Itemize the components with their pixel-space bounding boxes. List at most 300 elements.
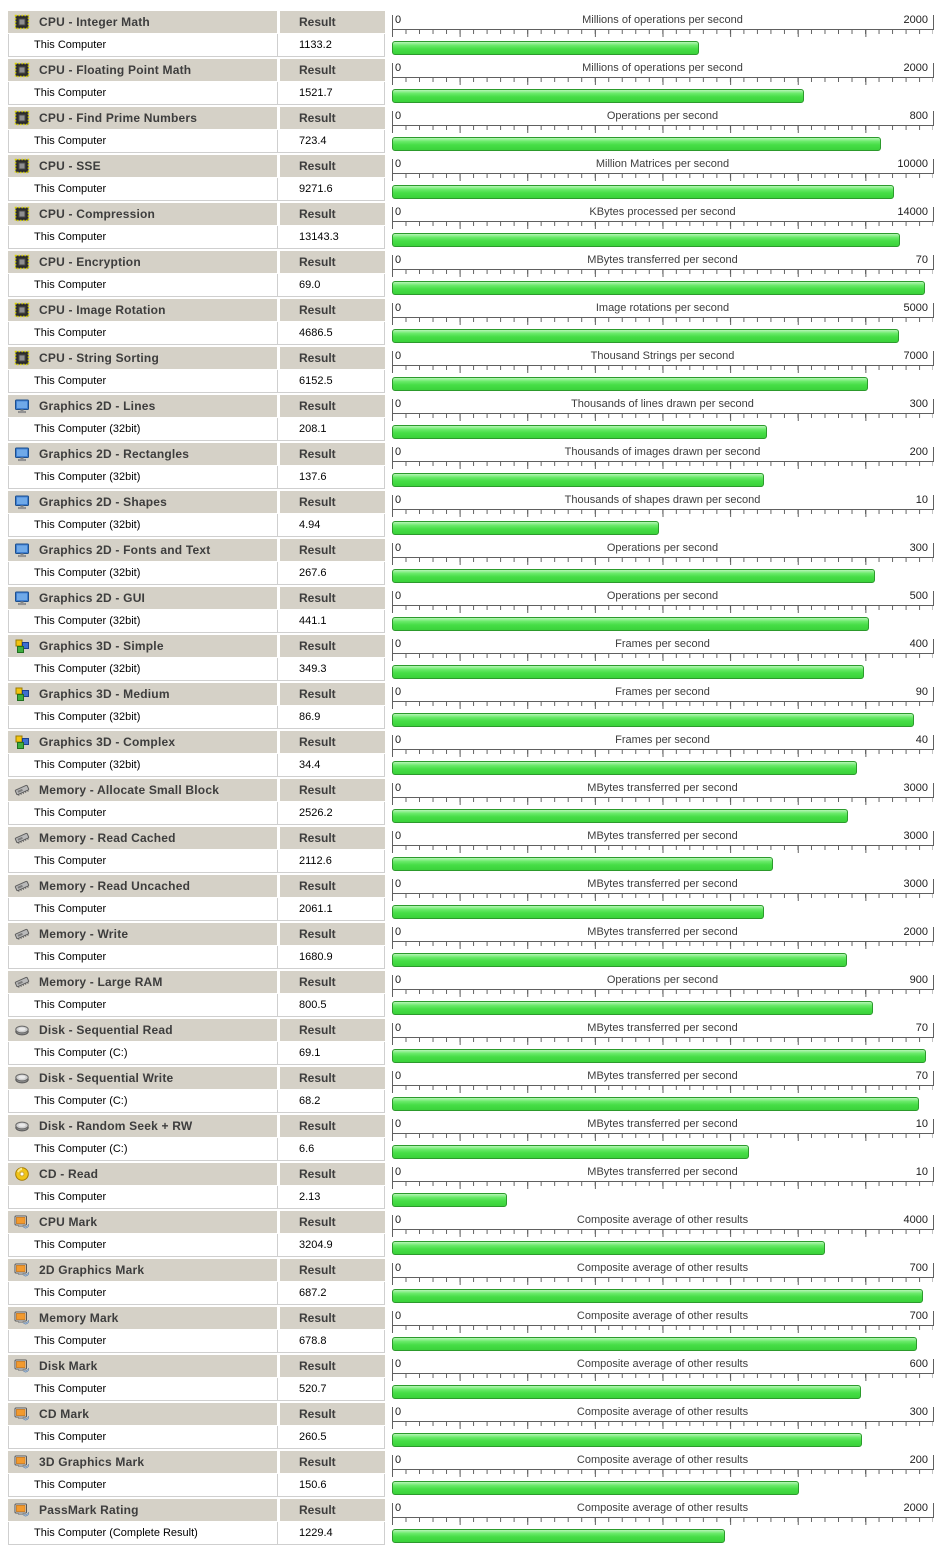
axis-ruler-right-tick <box>933 495 934 510</box>
machine-label: This Computer <box>8 1378 278 1401</box>
benchmark-block <box>8 346 948 394</box>
result-bar[interactable] <box>392 809 848 823</box>
cpu-chip-icon <box>14 158 30 174</box>
test-header[interactable] <box>8 1115 277 1137</box>
axis-ruler-ticks <box>392 29 933 37</box>
memory-chip-icon <box>14 974 30 990</box>
test-name: 2D Graphics Mark <box>39 1263 145 1277</box>
axis-ruler-ticks <box>392 221 933 229</box>
test-header[interactable] <box>8 299 277 321</box>
axis-max-label: 3000 <box>903 782 928 794</box>
benchmark-block <box>8 682 948 730</box>
result-bar[interactable] <box>392 281 925 295</box>
axis-unit-label: Thousands of shapes drawn per second <box>564 494 761 506</box>
axis-unit-label: MBytes transferred per second <box>587 830 738 842</box>
computer-mark-icon <box>14 1310 30 1326</box>
benchmark-block <box>8 1162 948 1210</box>
axis-ruler-left-tick <box>392 207 393 222</box>
test-header[interactable] <box>8 251 277 273</box>
axis-ruler-right-tick <box>933 255 934 270</box>
result-value: 441.1 <box>278 610 385 633</box>
axis-max-label: 300 <box>909 542 928 554</box>
result-value: 150.6 <box>278 1474 385 1497</box>
result-bar[interactable] <box>392 1145 749 1159</box>
axis-max-label: 600 <box>909 1358 928 1370</box>
axis-ruler-right-tick <box>933 1359 934 1374</box>
result-value: 2.13 <box>278 1186 385 1209</box>
result-value: 137.6 <box>278 466 385 489</box>
axis-ruler-left-tick <box>392 303 393 318</box>
axis-min-label: 0 <box>395 1454 402 1466</box>
axis-min-label: 0 <box>395 590 402 602</box>
axis-ruler-ticks <box>392 77 933 85</box>
axis-ruler-right-tick <box>933 975 934 990</box>
result-value: 1521.7 <box>278 82 385 105</box>
benchmark-block <box>8 922 948 970</box>
axis-ruler-ticks <box>392 1373 933 1381</box>
result-column-header: Result <box>280 1499 385 1521</box>
result-bar[interactable] <box>392 857 773 871</box>
cpu-chip-icon <box>14 14 30 30</box>
result-value: 349.3 <box>278 658 385 681</box>
result-value: 34.4 <box>278 754 385 777</box>
axis-min-label: 0 <box>395 830 402 842</box>
result-value: 69.1 <box>278 1042 385 1065</box>
axis-unit-label: MBytes transferred per second <box>587 254 738 266</box>
result-column-header: Result <box>280 1307 385 1329</box>
result-bar[interactable] <box>392 89 804 103</box>
test-header[interactable] <box>8 827 277 849</box>
machine-label: This Computer (32bit) <box>8 466 278 489</box>
axis-ruler-ticks <box>392 461 933 469</box>
axis-ruler-left-tick <box>392 1503 393 1518</box>
test-header[interactable] <box>8 1307 277 1329</box>
test-name: 3D Graphics Mark <box>39 1455 145 1469</box>
result-bar[interactable] <box>392 1481 799 1495</box>
axis-unit-label: Operations per second <box>606 542 719 554</box>
axis-min-label: 0 <box>395 446 402 458</box>
benchmark-block <box>8 10 948 58</box>
axis-max-label: 10 <box>915 1166 928 1178</box>
axis-ruler-left-tick <box>392 495 393 510</box>
machine-label: This Computer (32bit) <box>8 754 278 777</box>
test-name: CPU - Compression <box>39 207 156 221</box>
axis-min-label: 0 <box>395 1406 402 1418</box>
axis-ruler-right-tick <box>933 207 934 222</box>
axis-ruler-right-tick <box>933 1167 934 1182</box>
benchmark-block <box>8 1402 948 1450</box>
result-column-header: Result <box>280 1067 385 1089</box>
axis-max-label: 300 <box>909 398 928 410</box>
result-bar[interactable] <box>392 1337 917 1351</box>
test-name: Graphics 2D - Shapes <box>39 495 168 509</box>
test-name: CPU - Encryption <box>39 255 141 269</box>
result-column-header: Result <box>280 59 385 81</box>
axis-max-label: 3000 <box>903 878 928 890</box>
machine-label: This Computer (Complete Result) <box>8 1522 278 1545</box>
axis-ruler-right-tick <box>933 159 934 174</box>
result-bar[interactable] <box>392 1001 873 1015</box>
result-bar[interactable] <box>392 329 899 343</box>
result-value: 1133.2 <box>278 34 385 57</box>
machine-label: This Computer (32bit) <box>8 418 278 441</box>
result-bar[interactable] <box>392 137 881 151</box>
test-name: Graphics 3D - Simple <box>39 639 164 653</box>
machine-label: This Computer <box>8 130 278 153</box>
result-bar[interactable] <box>392 233 900 247</box>
axis-ruler-ticks <box>392 125 933 133</box>
axis-max-label: 2000 <box>903 926 928 938</box>
benchmark-block <box>8 106 948 154</box>
result-value: 3204.9 <box>278 1234 385 1257</box>
benchmark-block <box>8 298 948 346</box>
axis-unit-label: MBytes transferred per second <box>587 1070 738 1082</box>
result-value: 208.1 <box>278 418 385 441</box>
result-value: 687.2 <box>278 1282 385 1305</box>
benchmark-block <box>8 250 948 298</box>
machine-label: This Computer <box>8 802 278 825</box>
machine-label: This Computer <box>8 322 278 345</box>
test-header[interactable] <box>8 779 277 801</box>
test-name: CPU - Image Rotation <box>39 303 166 317</box>
result-column-header: Result <box>280 875 385 897</box>
benchmark-block <box>8 586 948 634</box>
axis-max-label: 70 <box>915 1022 928 1034</box>
memory-chip-icon <box>14 878 30 894</box>
benchmark-block <box>8 730 948 778</box>
axis-ruler-right-tick <box>933 543 934 558</box>
memory-chip-icon <box>14 830 30 846</box>
test-header[interactable] <box>8 635 277 657</box>
machine-label: This Computer (C:) <box>8 1138 278 1161</box>
test-header[interactable] <box>8 1019 277 1041</box>
machine-label: This Computer <box>8 1234 278 1257</box>
result-value: 1680.9 <box>278 946 385 969</box>
axis-unit-label: Image rotations per second <box>595 302 730 314</box>
test-header[interactable] <box>8 1259 277 1281</box>
test-header[interactable] <box>8 347 277 369</box>
result-bar[interactable] <box>392 761 857 775</box>
machine-label: This Computer (32bit) <box>8 562 278 585</box>
result-column-header: Result <box>280 587 385 609</box>
machine-label: This Computer <box>8 178 278 201</box>
axis-min-label: 0 <box>395 110 402 122</box>
axis-ruler-ticks <box>392 989 933 997</box>
result-bar[interactable] <box>392 665 864 679</box>
result-value: 6.6 <box>278 1138 385 1161</box>
result-value: 2112.6 <box>278 850 385 873</box>
benchmark-block <box>8 154 948 202</box>
axis-ruler-left-tick <box>392 1455 393 1470</box>
axis-ruler-left-tick <box>392 591 393 606</box>
axis-ruler-right-tick <box>933 1263 934 1278</box>
axis-max-label: 700 <box>909 1262 928 1274</box>
axis-unit-label: Thousand Strings per second <box>590 350 735 362</box>
test-header[interactable] <box>8 971 277 993</box>
test-name: Memory - Allocate Small Block <box>39 783 220 797</box>
test-name: Graphics 3D - Complex <box>39 735 176 749</box>
result-bar[interactable] <box>392 41 699 55</box>
result-bar[interactable] <box>392 1241 825 1255</box>
benchmark-block <box>8 490 948 538</box>
test-header[interactable] <box>8 107 277 129</box>
machine-label: This Computer (32bit) <box>8 658 278 681</box>
result-value: 9271.6 <box>278 178 385 201</box>
axis-min-label: 0 <box>395 254 402 266</box>
machine-label: This Computer (C:) <box>8 1042 278 1065</box>
axis-min-label: 0 <box>395 398 402 410</box>
benchmark-block <box>8 442 948 490</box>
axis-unit-label: MBytes transferred per second <box>587 1022 738 1034</box>
result-column-header: Result <box>280 107 385 129</box>
axis-unit-label: Operations per second <box>606 974 719 986</box>
test-name: Graphics 2D - Fonts and Text <box>39 543 211 557</box>
test-header[interactable] <box>8 155 277 177</box>
axis-ruler-right-tick <box>933 351 934 366</box>
axis-min-label: 0 <box>395 1502 402 1514</box>
result-column-header: Result <box>280 635 385 657</box>
result-column-header: Result <box>280 203 385 225</box>
axis-ruler-left-tick <box>392 1263 393 1278</box>
axis-ruler-left-tick <box>392 687 393 702</box>
test-header[interactable] <box>8 731 277 753</box>
test-header[interactable] <box>8 11 277 33</box>
machine-label: This Computer <box>8 34 278 57</box>
test-name: CPU - String Sorting <box>39 351 159 365</box>
axis-ruler-ticks <box>392 1181 933 1189</box>
test-header[interactable] <box>8 923 277 945</box>
axis-unit-label: MBytes transferred per second <box>587 926 738 938</box>
result-value: 4686.5 <box>278 322 385 345</box>
axis-ruler-right-tick <box>933 1023 934 1038</box>
result-value: 4.94 <box>278 514 385 537</box>
computer-mark-icon <box>14 1454 30 1470</box>
result-column-header: Result <box>280 1355 385 1377</box>
memory-chip-icon <box>14 926 30 942</box>
test-header[interactable] <box>8 875 277 897</box>
result-column-header: Result <box>280 923 385 945</box>
result-column-header: Result <box>280 251 385 273</box>
result-bar[interactable] <box>392 1433 862 1447</box>
result-bar[interactable] <box>392 1097 919 1111</box>
axis-max-label: 900 <box>909 974 928 986</box>
hard-disk-icon <box>14 1118 30 1134</box>
test-header[interactable] <box>8 443 277 465</box>
axis-ruler-left-tick <box>392 1359 393 1374</box>
benchmark-block <box>8 1498 948 1546</box>
test-name: Disk - Random Seek + RW <box>39 1119 193 1133</box>
axis-unit-label: Operations per second <box>606 110 719 122</box>
axis-ruler-ticks <box>392 1421 933 1429</box>
hard-disk-icon <box>14 1022 30 1038</box>
result-column-header: Result <box>280 1403 385 1425</box>
axis-ruler-right-tick <box>933 735 934 750</box>
axis-ruler-ticks <box>392 749 933 757</box>
result-bar[interactable] <box>392 617 869 631</box>
test-header[interactable] <box>8 59 277 81</box>
axis-max-label: 200 <box>909 446 928 458</box>
axis-ruler-left-tick <box>392 1071 393 1086</box>
cpu-chip-icon <box>14 110 30 126</box>
test-name: CPU - SSE <box>39 159 101 173</box>
test-header[interactable] <box>8 1211 277 1233</box>
test-header[interactable] <box>8 539 277 561</box>
axis-ruler-left-tick <box>392 159 393 174</box>
axis-ruler-left-tick <box>392 1023 393 1038</box>
test-name: Memory Mark <box>39 1311 119 1325</box>
test-header[interactable] <box>8 203 277 225</box>
axis-max-label: 500 <box>909 590 928 602</box>
result-bar[interactable] <box>392 569 875 583</box>
axis-max-label: 70 <box>915 1070 928 1082</box>
axis-min-label: 0 <box>395 1166 402 1178</box>
test-header[interactable] <box>8 1355 277 1377</box>
axis-min-label: 0 <box>395 542 402 554</box>
result-column-header: Result <box>280 1451 385 1473</box>
axis-min-label: 0 <box>395 158 402 170</box>
monitor-2d-icon <box>14 590 30 606</box>
benchmark-report <box>8 10 948 1546</box>
machine-label: This Computer <box>8 1426 278 1449</box>
computer-mark-icon <box>14 1406 30 1422</box>
result-bar[interactable] <box>392 953 847 967</box>
axis-ruler-left-tick <box>392 783 393 798</box>
result-column-header: Result <box>280 827 385 849</box>
result-bar[interactable] <box>392 521 659 535</box>
machine-label: This Computer (32bit) <box>8 706 278 729</box>
axis-min-label: 0 <box>395 350 402 362</box>
result-bar[interactable] <box>392 1289 923 1303</box>
result-bar[interactable] <box>392 1049 926 1063</box>
machine-label: This Computer <box>8 1330 278 1353</box>
axis-max-label: 40 <box>915 734 928 746</box>
result-column-header: Result <box>280 539 385 561</box>
axis-max-label: 400 <box>909 638 928 650</box>
axis-ruler-right-tick <box>933 927 934 942</box>
result-column-header: Result <box>280 299 385 321</box>
benchmark-block <box>8 1354 948 1402</box>
result-bar[interactable] <box>392 713 914 727</box>
axis-unit-label: Frames per second <box>615 686 710 698</box>
axis-unit-label: Composite average of other results <box>576 1214 749 1226</box>
test-header[interactable] <box>8 683 277 705</box>
axis-ruler-right-tick <box>933 303 934 318</box>
result-bar[interactable] <box>392 1193 507 1207</box>
computer-mark-icon <box>14 1502 30 1518</box>
axis-ruler-ticks <box>392 653 933 661</box>
axis-ruler-left-tick <box>392 543 393 558</box>
axis-unit-label: Composite average of other results <box>576 1406 749 1418</box>
axis-min-label: 0 <box>395 62 402 74</box>
result-column-header: Result <box>280 683 385 705</box>
axis-ruler-right-tick <box>933 111 934 126</box>
test-header[interactable] <box>8 1499 277 1521</box>
axis-min-label: 0 <box>395 302 402 314</box>
axis-unit-label: Million Matrices per second <box>595 158 730 170</box>
axis-max-label: 300 <box>909 1406 928 1418</box>
axis-ruler-ticks <box>392 317 933 325</box>
result-bar[interactable] <box>392 425 767 439</box>
test-header[interactable] <box>8 491 277 513</box>
axis-unit-label: Millions of operations per second <box>582 62 743 74</box>
computer-mark-icon <box>14 1262 30 1278</box>
machine-label: This Computer (C:) <box>8 1090 278 1113</box>
axis-unit-label: MBytes transferred per second <box>587 782 738 794</box>
axis-ruler-ticks <box>392 1517 933 1525</box>
result-column-header: Result <box>280 1163 385 1185</box>
result-bar[interactable] <box>392 1385 861 1399</box>
test-name: Graphics 2D - Lines <box>39 399 156 413</box>
axis-ruler-ticks <box>392 605 933 613</box>
machine-label: This Computer <box>8 82 278 105</box>
axis-ruler-right-tick <box>933 447 934 462</box>
result-bar[interactable] <box>392 185 894 199</box>
benchmark-block <box>8 1210 948 1258</box>
axis-min-label: 0 <box>395 878 402 890</box>
axis-min-label: 0 <box>395 1070 402 1082</box>
result-column-header: Result <box>280 779 385 801</box>
axis-max-label: 2000 <box>903 14 928 26</box>
axis-min-label: 0 <box>395 638 402 650</box>
benchmark-block <box>8 874 948 922</box>
result-value: 260.5 <box>278 1426 385 1449</box>
axis-ruler-left-tick <box>392 975 393 990</box>
result-value: 1229.4 <box>278 1522 385 1545</box>
axis-ruler-right-tick <box>933 591 934 606</box>
axis-ruler-left-tick <box>392 399 393 414</box>
result-bar[interactable] <box>392 377 868 391</box>
test-header[interactable] <box>8 1403 277 1425</box>
axis-unit-label: Composite average of other results <box>576 1262 749 1274</box>
benchmark-block <box>8 1018 948 1066</box>
axis-ruler-left-tick <box>392 639 393 654</box>
test-header[interactable] <box>8 1163 277 1185</box>
test-name: Memory - Read Cached <box>39 831 176 845</box>
computer-mark-icon <box>14 1214 30 1230</box>
test-name: Graphics 3D - Medium <box>39 687 170 701</box>
test-header[interactable] <box>8 1067 277 1089</box>
axis-ruler-ticks <box>392 173 933 181</box>
result-value: 723.4 <box>278 130 385 153</box>
axis-max-label: 7000 <box>903 350 928 362</box>
axis-ruler-left-tick <box>392 447 393 462</box>
axis-ruler-right-tick <box>933 399 934 414</box>
test-header[interactable] <box>8 395 277 417</box>
result-bar[interactable] <box>392 1529 725 1543</box>
test-name: Disk - Sequential Write <box>39 1071 174 1085</box>
result-bar[interactable] <box>392 905 764 919</box>
axis-ruler-ticks <box>392 797 933 805</box>
axis-unit-label: Frames per second <box>615 638 710 650</box>
result-bar[interactable] <box>392 473 764 487</box>
monitor-2d-icon <box>14 398 30 414</box>
test-header[interactable] <box>8 587 277 609</box>
test-name: CPU - Find Prime Numbers <box>39 111 198 125</box>
axis-max-label: 14000 <box>897 206 928 218</box>
axis-min-label: 0 <box>395 494 402 506</box>
axis-max-label: 3000 <box>903 830 928 842</box>
result-value: 86.9 <box>278 706 385 729</box>
test-header[interactable] <box>8 1451 277 1473</box>
cpu-chip-icon <box>14 350 30 366</box>
axis-ruler-right-tick <box>933 831 934 846</box>
axis-max-label: 5000 <box>903 302 928 314</box>
axis-ruler-ticks <box>392 1469 933 1477</box>
test-name: Graphics 2D - GUI <box>39 591 146 605</box>
axis-max-label: 800 <box>909 110 928 122</box>
result-column-header: Result <box>280 1259 385 1281</box>
axis-ruler-right-tick <box>933 1071 934 1086</box>
